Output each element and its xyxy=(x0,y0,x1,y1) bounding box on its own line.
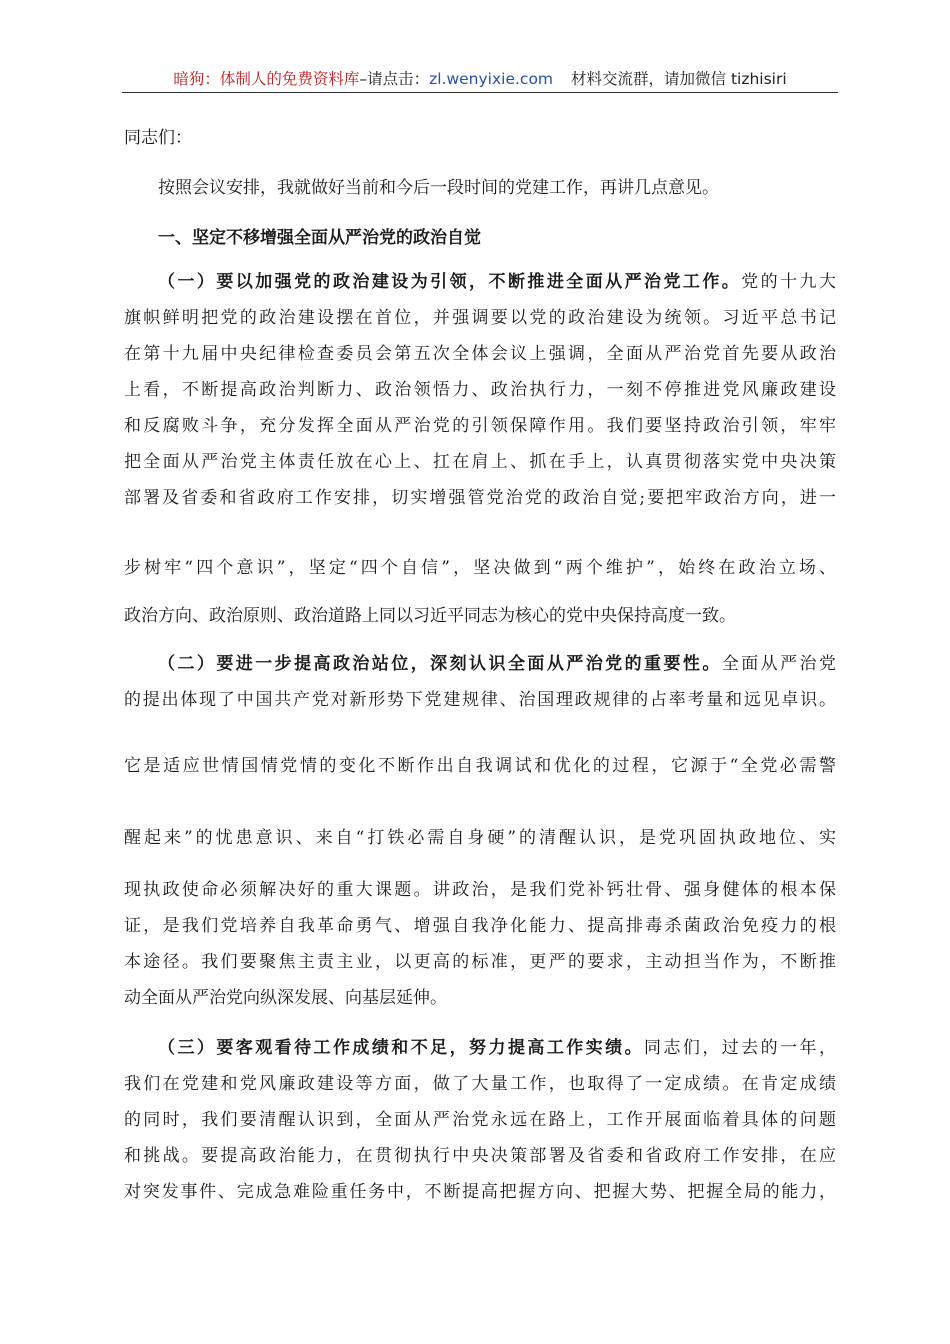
section-heading-1: 一、坚定不移增强全面从严治党的政治自觉 xyxy=(158,228,481,248)
paragraph-2-line-1 xyxy=(158,652,836,676)
header-brand: 暗狗：体制人的免费资料库 xyxy=(173,70,360,88)
paragraph-3-line-4: 和挑战。要提高政治能力，在贯彻执行中央决策部署及省委和省政府工作安排，在应 xyxy=(124,1146,836,1166)
paragraph-1-lead: （一）要以加强党的政治建设为引领，不断推进全面从严治党工作。 xyxy=(158,272,742,292)
paragraph-1-lead-rest: 党的十九大 xyxy=(741,272,836,292)
paragraph-1-line-1 xyxy=(158,270,836,294)
paragraph-3-line-1 xyxy=(158,1036,836,1060)
paragraph-2-line-7: 本途径。我们要聚焦主责主业，以更高的标准，更严的要求，主动担当作为，不断推 xyxy=(124,952,836,972)
paragraph-3-line-5: 对突发事件、完成急难险重任务中，不断提高把握方向、把握大势、把握全局的能力， xyxy=(124,1182,836,1202)
paragraph-2-lead: （二）要进一步提高政治站位，深刻认识全面从严治党的重要性。 xyxy=(158,654,722,674)
paragraph-3-lead-rest: 同志们，过去的一年， xyxy=(644,1038,836,1058)
header-url-link[interactable]: zl.wenyixie.com xyxy=(429,70,554,88)
paragraph-1-line-7: 部署及省委和省政府工作安排，切实增强管党治党的政治自觉;要把牢政治方向，进一 xyxy=(124,488,836,508)
paragraph-2-line-3: 它是适应世情国情党情的变化不断作出自我调试和优化的过程，它源于“全党必需警 xyxy=(124,756,836,776)
paragraph-2-line-8: 动全面从严治党向纵深发展、向基层延伸。 xyxy=(124,988,447,1008)
paragraph-1-line-8: 步树牢“四个意识”，坚定“四个自信”，坚决做到“两个维护”，始终在政治立场、 xyxy=(124,558,836,578)
paragraph-1-line-3: 在第十九届中央纪律检查委员会第五次全体会议上强调，全面从严治党首先要从政治 xyxy=(124,344,836,364)
paragraph-3-line-3: 的同时，我们要清醒认识到，全面从严治党永远在路上，工作开展面临着具体的问题 xyxy=(124,1110,836,1130)
header-click-prefix: –请点击： xyxy=(359,70,430,88)
paragraph-3-line-2: 我们在党建和党风廉政建设等方面，做了大量工作，也取得了一定成绩。在肯定成绩 xyxy=(124,1074,836,1094)
paragraph-2-lead-rest: 全面从严治党 xyxy=(721,654,836,674)
paragraph-1-line-5: 和反腐败斗争，充分发挥全面从严治党的引领保障作用。我们要坚持政治引领，牢牢 xyxy=(124,416,836,436)
paragraph-2-line-5: 现执政使命必须解决好的重大课题。讲政治，是我们党补钙壮骨、强身健体的根本保 xyxy=(124,880,836,900)
paragraph-2-line-4: 醒起来”的忧患意识、来自“打铁必需自身硬”的清醒认识，是党巩固执政地位、实 xyxy=(124,828,836,848)
paragraph-1-line-9: 政治方向、政治原则、政治道路上同以习近平同志为核心的党中央保持高度一致。 xyxy=(124,606,736,626)
intro-paragraph: 按照会议安排，我就做好当前和今后一段时间的党建工作，再讲几点意见。 xyxy=(158,178,719,198)
header-wechat-note: 材料交流群，请加微信 tizhisiri xyxy=(571,70,787,88)
paragraph-2-line-6: 证，是我们党培养自我革命勇气、增强自我净化能力、提高排毒杀菌政治免疫力的根 xyxy=(124,916,836,936)
paragraph-2-line-2: 的提出体现了中国共产党对新形势下党建规律、治国理政规律的占率考量和远见卓识。 xyxy=(124,690,836,710)
paragraph-1-line-6: 把全面从严治党主体责任放在心上、扛在肩上、抓在手上，认真贯彻落实党中央决策 xyxy=(124,452,836,472)
paragraph-1-line-2: 旗帜鲜明把党的政治建设摆在首位，并强调要以党的政治建设为统领。习近平总书记 xyxy=(124,308,836,328)
paragraph-1-line-4: 上看，不断提高政治判断力、政治领悟力、政治执行力，一刻不停推进党风廉政建设 xyxy=(124,380,836,400)
paragraph-3-lead: （三）要客观看待工作成绩和不足，努力提高工作实绩。 xyxy=(158,1038,645,1058)
salutation: 同志们： xyxy=(124,128,192,148)
